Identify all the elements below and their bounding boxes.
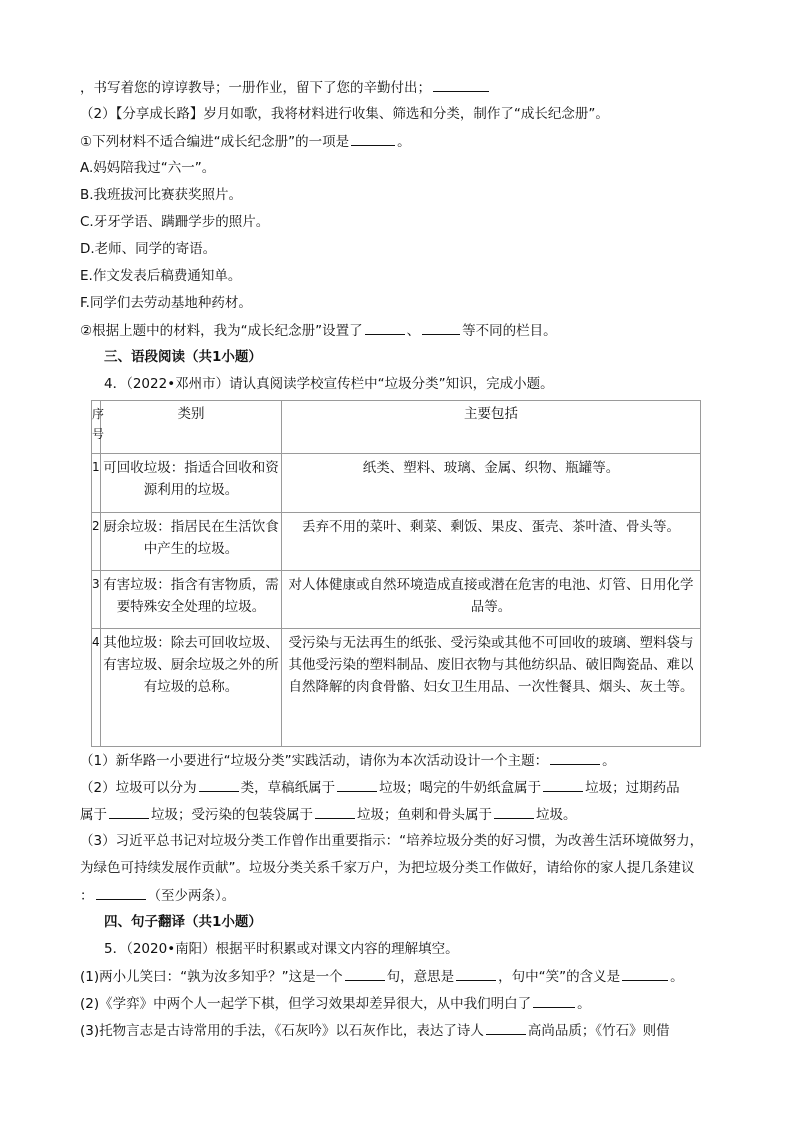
answer-blank[interactable] — [315, 804, 355, 819]
header-no: 序号 — [92, 401, 101, 454]
answer-blank[interactable] — [543, 777, 583, 792]
text: (2)《学弈》中两个人一起学下棋，但学习效果却差异很大，从中我们明白了 — [80, 996, 532, 1012]
row-main: 纸类、塑料、玻璃、金属、织物、瓶罐等。 — [282, 454, 701, 513]
text: 等不同的栏目。 — [462, 323, 557, 339]
answer-blank[interactable] — [365, 320, 405, 335]
text: 。 — [602, 753, 616, 769]
row-no: 3 — [92, 571, 101, 629]
option-f: F.同学们去劳动基地种药材。 — [80, 295, 252, 311]
section-heading-reading: 三、语段阅读（共1小题） — [104, 349, 262, 365]
q4-part-1 — [80, 750, 722, 770]
text: （2）【分享成长路】岁月如歌，我将材料进行收集、筛选和分类，制作了“成长纪念册”。 — [80, 106, 609, 122]
text: ，句中“笑”的含义是 — [498, 969, 621, 985]
text: ②根据上题中的材料，我为“成长纪念册”设置了 — [80, 323, 363, 339]
answer-blank[interactable] — [109, 804, 149, 819]
text: (1)两小儿笑曰：“孰为汝多知乎？”这是一个 — [80, 969, 343, 985]
text: (3)托物言志是古诗常用的手法，《石灰吟》以石灰作比，表达了诗人 — [80, 1023, 484, 1039]
header-type: 类别 — [101, 401, 282, 454]
text: 。 — [670, 969, 684, 985]
question-4-intro: 4．（2022•邓州市）请认真阅读学校宣传栏中“垃圾分类”知识，完成小题。 — [104, 376, 554, 392]
header-main: 主要包括 — [282, 401, 701, 454]
answer-blank[interactable] — [345, 966, 385, 981]
q4-part-2-line-1 — [80, 777, 722, 797]
text: 。 — [577, 996, 591, 1012]
answer-blank[interactable] — [494, 804, 534, 819]
line-teacher-thanks — [80, 77, 722, 97]
row-main: 受污染与无法再生的纸张、受污染或其他不可回收的玻璃、塑料袋与其他受污染的塑料制品、废旧衣物与其他纺织品、破旧陶瓷品、难以自然降解的肉食骨骼、妇女卫生用品、一次性餐具、烟头、灰土等。 — [282, 629, 701, 747]
row-main: 对人体健康或自然环境造成直接或潜在危害的电池、灯管、日用化学品等。 — [282, 571, 701, 629]
answer-blank[interactable] — [351, 131, 395, 146]
text: 属于 — [80, 807, 107, 823]
row-no: 4 — [92, 629, 101, 747]
row-type: 其他垃圾：除去可回收垃圾、有害垃圾、厨余垃圾之外的所有垃圾的总称。 — [101, 629, 282, 747]
text: 。 — [397, 134, 411, 150]
text: （至少两条）。 — [147, 888, 236, 904]
option-b: B.我班拔河比赛获奖照片。 — [80, 187, 243, 203]
answer-blank[interactable] — [486, 1020, 526, 1035]
answer-blank[interactable] — [533, 993, 575, 1008]
table-row — [92, 454, 701, 513]
q4-part-3-line-2: 为绿色可持续发展作贡献”。垃圾分类关系千家万户，为把垃圾分类工作做好，请给你的家人提几条建议 — [80, 860, 695, 876]
row-no: 1 — [92, 454, 101, 513]
line-growth-album — [80, 104, 722, 124]
answer-blank[interactable] — [622, 966, 668, 981]
table-row — [92, 629, 701, 747]
line-question-1 — [80, 131, 722, 151]
answer-blank[interactable] — [422, 320, 460, 335]
option-e: E.作文发表后稿费通知单。 — [80, 268, 242, 284]
row-no: 2 — [92, 513, 101, 571]
row-type: 厨余垃圾：指居民在生活饮食中产生的垃圾。 — [101, 513, 282, 571]
text: ①下列材料不适合编进“成长纪念册”的一项是 — [80, 134, 350, 150]
text: ，书写着您的谆谆教导；一册作业，留下了您的辛勤付出； — [80, 80, 431, 96]
option-a: A.妈妈陪我过“六一”。 — [80, 160, 216, 176]
text: 垃圾。 — [536, 807, 577, 823]
text: 、 — [406, 323, 421, 339]
text: 高尚品质；《竹石》则借 — [527, 1023, 670, 1039]
text: 垃圾；过期药品 — [585, 780, 680, 796]
q5-part-3 — [80, 1020, 722, 1040]
question-5-intro: 5．（2020•南阳）根据平时积累或对课文内容的理解填空。 — [104, 941, 459, 957]
text: （1）新华路一小要进行“垃圾分类”实践活动，请你为本次活动设计一个主题： — [80, 753, 549, 769]
text: 类，草稿纸属于 — [240, 780, 336, 796]
row-type: 可回收垃圾：指适合回收和资源利用的垃圾。 — [101, 454, 282, 513]
q4-part-3-line-1: （3）习近平总书记对垃圾分类工作曾作出重要指示：“培养垃圾分类的好习惯，为改善生活环境做努力， — [80, 833, 704, 849]
garbage-classification-table — [91, 400, 701, 747]
q4-part-3-line-3 — [80, 885, 722, 905]
text: 垃圾；受污染的包装袋属于 — [151, 807, 313, 823]
text: （2）垃圾可以分为 — [80, 780, 197, 796]
answer-blank[interactable] — [96, 885, 146, 900]
section-heading-translation: 四、句子翻译（共1小题） — [104, 914, 262, 930]
q5-part-1 — [80, 966, 722, 986]
q5-part-2 — [80, 993, 722, 1013]
table-header-row — [92, 401, 701, 454]
line-question-2 — [80, 320, 722, 340]
answer-blank[interactable] — [337, 777, 377, 792]
q4-part-2-line-2 — [80, 804, 722, 824]
text: 垃圾；鱼刺和骨头属于 — [357, 807, 492, 823]
answer-blank[interactable] — [550, 750, 600, 765]
text: 垃圾；喝完的牛奶纸盒属于 — [379, 780, 542, 796]
text: 句，意思是 — [386, 969, 455, 985]
answer-blank[interactable] — [433, 77, 489, 92]
answer-blank[interactable] — [199, 777, 239, 792]
option-d: D.老师、同学的寄语。 — [80, 241, 217, 257]
answer-blank[interactable] — [456, 966, 496, 981]
table-row — [92, 513, 701, 571]
option-c: C.牙牙学语、蹒跚学步的照片。 — [80, 214, 270, 230]
table-row — [92, 571, 701, 629]
row-main: 丢弃不用的菜叶、剩菜、剩饭、果皮、蛋壳、茶叶渣、骨头等。 — [282, 513, 701, 571]
row-type: 有害垃圾：指含有害物质，需要特殊安全处理的垃圾。 — [101, 571, 282, 629]
text: ： — [80, 888, 94, 904]
